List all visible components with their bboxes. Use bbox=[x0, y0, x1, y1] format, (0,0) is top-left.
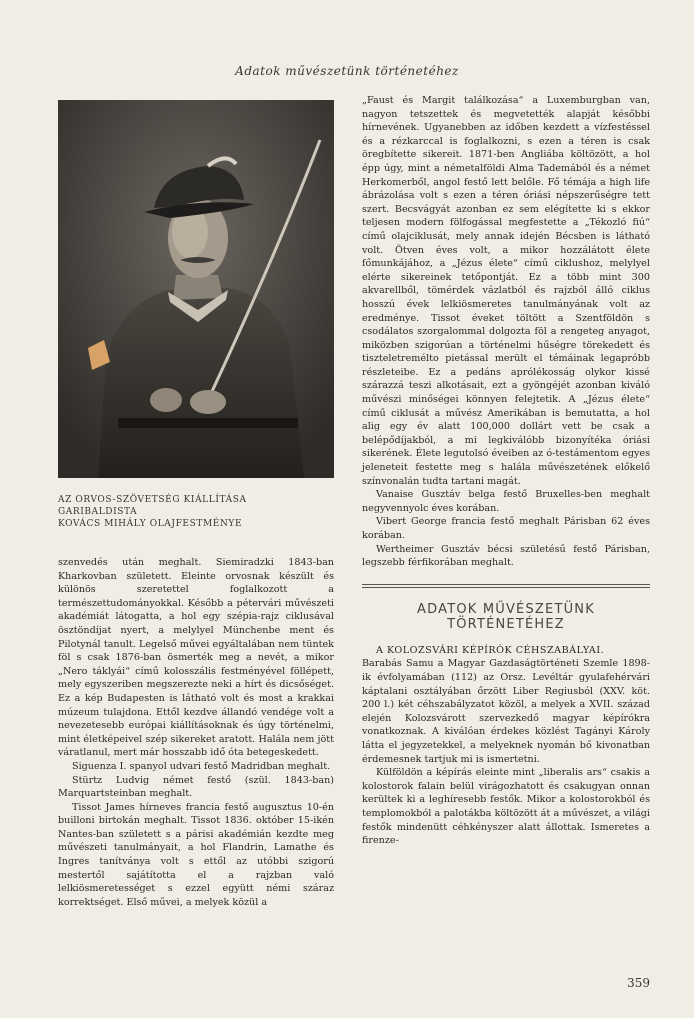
figure-caption bbox=[58, 494, 334, 530]
paragraph: Vibert George francia festő meghalt Párisban 62 éves korában. bbox=[362, 516, 650, 541]
paragraph: Siguenza I. spanyol udvari festő Madridban meghalt. bbox=[72, 760, 331, 772]
section-title: ADATOK MŰVÉSZETÜNK TÖRTÉNETÉHEZ bbox=[417, 601, 595, 632]
caption-line-3: KOVÁCS MIHÁLY OLAJFESTMÉNYE bbox=[58, 519, 243, 529]
left-body-text bbox=[58, 556, 334, 909]
caption-line-1: AZ ORVOS-SZÖVETSÉG KIÁLLÍTÁSA bbox=[58, 495, 247, 505]
garibaldista-painting bbox=[58, 100, 334, 478]
left-column bbox=[58, 100, 334, 909]
running-head: Adatok művészetünk történetéhez bbox=[235, 64, 459, 78]
paragraph: „Faust és Margit találkozása“ a Luxemburgban van, nagyon tetszettek és megvetették alapját későbbi hírnevének. Ugyanebben az időben kezdett a vízfestéssel és a rézkarccal is foglalkozni, s ezen a téren is csak öregbítette sikereit. 1871-ben Angliába költözött, a hol épp úgy, mint a németalföldi Alma Tademából és a német Herkomerből, angol festő lett belőle. Fő témája a high life ábrázolása volt s ezen a téren óriási népszerűségre tett szert. Becsvágyát azonban ez sem elégítette ki s ekkor teljesen modern fölfogással megfestette a „Tékozló fiú“ című olajciklusát, mely annak idején Bécsben is látható volt. Ötven éves volt, a mikor hozzálátott élete főmunkájához, a „Jézus élete“ című ciklushoz, melylyel elérte sikereinek tetőpontját. Ez a több mint 300 akvarellből, tömérdek vázlatból és rajzból álló ciklus hosszú évek lelkiösmeretes tanulmányának volt az eredménye. Tissot éveket töltött a Szentföldön s csodálatos szorgalommal dolgozta föl a rengeteg anyagot, miközben szigorúan a történelmi hűségre törekedett és tiszteletremélto pietással merült el témáinak legapróbb részleteibe. Ez a pedáns aprólékosság olykor kissé szárazzá teszi alkotásait, ezt a gyöngéjét azonban kiváló művészi minőségei könnyen felejtetik. A „Jézus élete“ című ciklusát a művész Amerikában is bemutatta, a hol alig egy év alatt 100,000 dollárt vett be csak a belépődíjakból, a mi legkiválóbb bizonyítéka óriási sikerének. Élete legutolsó éveiben az ó-testámentom egyes jeleneteit festette meg s halála művészetének előkelő színvonalán tudta tartani magát. bbox=[362, 95, 650, 487]
article-heading: A KOLOZSVÁRI KÉPÍRÓK CÉHSZABÁLYAI. bbox=[376, 644, 605, 656]
caption-line-2: GARIBALDISTA bbox=[58, 507, 138, 517]
right-body-text bbox=[362, 94, 650, 570]
paragraph: Tissot James hírneves francia festő augusztus 10-én builloni birtokán meghalt. Tissot 1836. október 15-ikén Nantes-ban született s a párisi akadémián kezdte meg művészeti tanulmányait, a hol Flandrin, Lamathe és Ingres tanítványa volt s ettől az utóbbi szigorú mestertől sajátította el a rajzban való lelkiösmeretességet s ezzel együtt némi száraz korrektséget. Első művei, a melyek közül a bbox=[58, 801, 334, 908]
section-divider bbox=[362, 584, 650, 588]
portrait-illustration bbox=[58, 100, 334, 478]
paragraph: Külföldön a képírás eleinte mint „liberalis ars“ csakis a kolostorok falain belül virágozhatott és csakugyan onnan kerültek ki a leghíresebb festők. Mikor a kolostorokból és templomokból a palotákba költözött át a művészet, a világi festők mindenütt céhkényszer alatt állottak. Ismeretes a firenze- bbox=[362, 767, 650, 847]
article-text bbox=[362, 644, 650, 848]
paragraph: Vanaise Gusztáv belga festő Bruxelles-ben meghalt negyvennyolc éves korában. bbox=[362, 489, 650, 514]
paragraph: Barabás Samu a Magyar Gazdaságtörténeti Szemle 1898-ik évfolyamában (112) az Orsz. Levéltár gyulafehérvári káptalani osztályában őrzött Liber Regiusból (XXV. köt. 200 l.) két céhszabályzatot közöl, a melyek a XVII. század elején Kolozsvárott szervezkedő magyar képírókra vonatkoznak. A kiválóan érdekes közlést Tagányi Károly látta el jegyzetekkel, a melyeknek nyomán bő kivonatban érdemesnek tartjuk mi is ismertetni. bbox=[362, 658, 650, 765]
paragraph: Stürtz Ludvig német festő (szül. 1843-ban) Marquartsteinban meghalt. bbox=[58, 774, 334, 800]
paragraph: Wertheimer Gusztáv bécsi születésű festő Párisban, legszebb férfikorában meghalt. bbox=[362, 543, 650, 569]
right-column bbox=[362, 94, 650, 848]
paragraph: szenvedés után meghalt. Siemiradzki 1843-ban Kharkovban született. Eleinte orvosnak készült és különös szeretettel foglalkozott a természettudományokkal. Később a pétervári művészeti akadémiát látogatta, a hol egy szépia-rajz ciklusával ösztöndíjat nyert, a melylyel Münchenbe ment és Pilotynál tanult. Legelső művei egyáltalában nem tüntek föl s csak 1876-ban ösmerték meg a nevét, a mikor „Nero táklyái“ című kolosszális festményével föllépett, mely egyszeriben megszerezte neki a hírt és dicsőséget. Ez a kép Budapesten is látható volt és most a krakkai múzeum tulajdona. Ettől kezdve állandó vendége volt a nevezetesebb európai kiállításoknak és úgy történelmi, mint életképeivel szép sikereket aratott. Halála nem jött váratlanul, mert már hosszabb idő óta betegeskedett. bbox=[58, 557, 334, 759]
page-number: 359 bbox=[627, 976, 650, 990]
